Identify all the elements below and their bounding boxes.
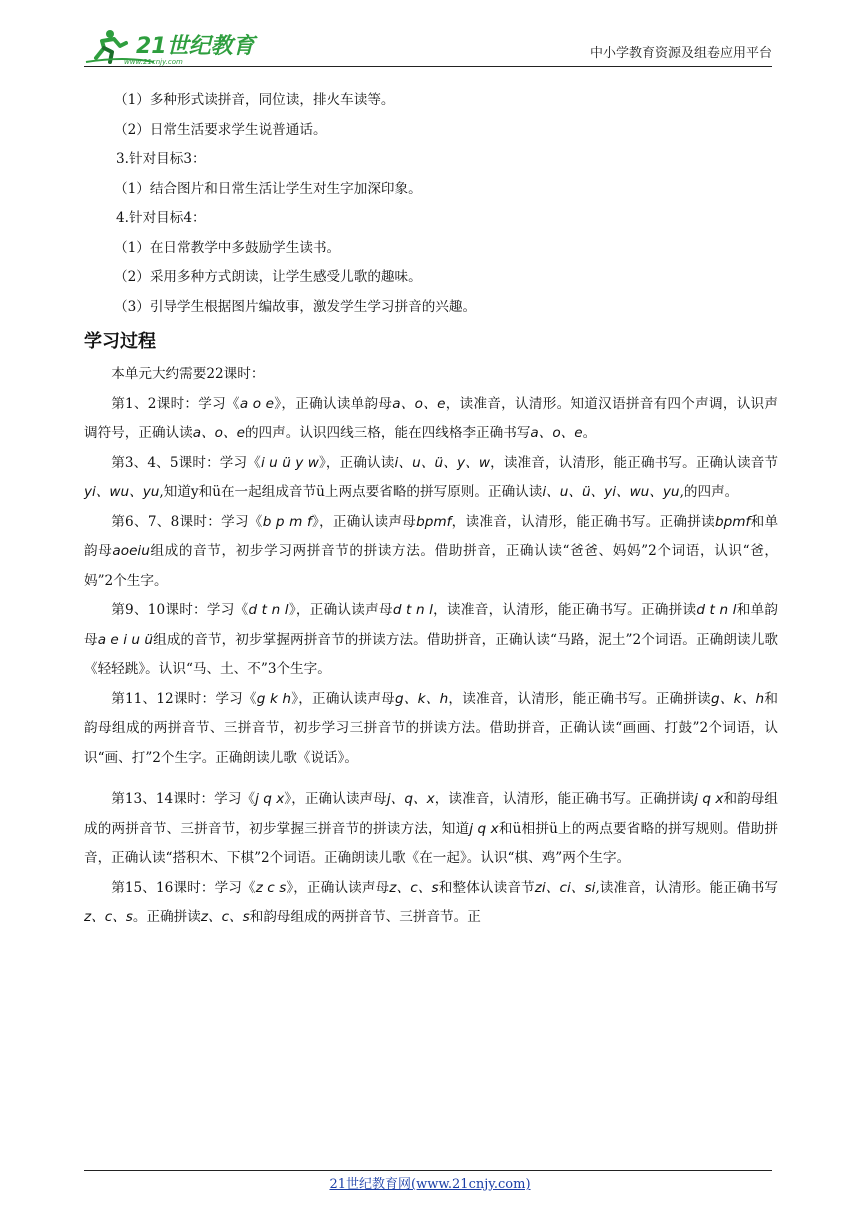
lesson-paragraph-4: 第9、10课时：学习《d t n l》，正确认读声母d t n l，读准音，认清形，能正确书写。正确拼读d t n l和单韵母a e i u ü组成的音节，初步掌握两拼音节的拼读方法。借助拼音，正确认读“马路，泥土”2个词语。正确朗读儿歌《轻轻跳》。认识“马、土、不”3个生字。 [84,602,778,677]
lesson-paragraph-2: 第3、4、5课时：学习《i u ü y w》，正确认读i、u、ü、y、w，读准音，认清形，能正确书写。正确认读音节yi、wu、yu,知道y和ü在一起组成音节ü上两点要省略的拼写原则。正确认读i、u、ü、yi、wu、yu,的四声。 [84,454,778,500]
text-line: （2）采用多种方式朗读，让学生感受儿歌的趣味。 [114,269,422,285]
footer-divider [84,1170,772,1171]
page-footer [0,1173,860,1192]
footer-link[interactable]: 21世纪教育网(www.21cnjy.com) [329,1177,531,1192]
lesson-paragraph-1: 第1、2课时：学习《a o e》，正确认读单韵母a、o、e，读准音，认清形。知道汉语拼音有四个声调，认识声调符号，正确认读a、o、e的四声。认识四线三格，能在四线格李正确书写a、o、e。 [84,395,779,441]
document-body [84,90,778,933]
text-line: 3.针对目标3： [116,151,206,167]
text-line: （1）结合图片和日常生活让学生对生字加深印象。 [114,180,422,197]
lesson-paragraph-7: 第15、16课时：学习《z c s》，正确认读声母z、c、s和整体认读音节zi、ci、si,读准音，认清形。能正确书写z、c、s。正确拼读z、c、s和韵母组成的两拼音节、三拼音节。正 [84,879,778,925]
lesson-paragraph-6: 第13、14课时：学习《j q x》，正确认读声母j、q、x，读准音，认清形，能正确书写。正确拼读j q x和韵母组成的两拼音节、三拼音节，初步掌握三拼音节的拼读方法，知道j q x和ü相拼ü上的两点要省略的拼写规则。借助拼音，正确认读“搭积木、下棋”2个词语。正确朗读儿歌《在一起》。认识“棋、鸡”两个生字。 [84,791,779,866]
text-line: 4.针对目标4： [116,210,206,226]
text-line: （1）多种形式读拼音，同位读，排火车读等。 [114,92,395,108]
svg-text:www.21cnjy.com: www.21cnjy.com [124,58,183,66]
page-header [84,20,772,66]
svg-text:21世纪教育: 21世纪教育 [136,34,255,59]
lesson-paragraph-5: 第11、12课时：学习《g k h》，正确认读声母g、k、h，读准音，认清形，能正确书写。正确拼读g、k、h和韵母组成的两拼音节、三拼音节，初步学习三拼音节的拼读方法。借助拼音，正确认读“画画、打鼓”2个词语，认识“画、打”2个生字。正确朗读儿歌《说话》。 [84,690,778,766]
lesson-paragraph-3: 第6、7、8课时：学习《b p m f》，正确认读声母bpmf，读准音，认清形，能正确书写。正确拼读bpmf和单韵母aoeiu组成的音节，初步学习两拼音节的拼读方法。借助拼音，正确认读“爸爸、妈妈”2个词语，认识“爸，妈”2个生字。 [84,513,779,589]
header-divider [84,66,772,67]
text-line: （3）引导学生根据图片编故事，激发学生学习拼音的兴趣。 [114,298,477,315]
platform-name: 中小学教育资源及组卷应用平台 [589,46,772,61]
text-line: （2）日常生活要求学生说普通话。 [114,121,327,138]
paragraph-gap [84,773,778,785]
site-logo [84,26,264,66]
section-heading: 学习过程 [84,331,156,352]
text-line: （1）在日常教学中多鼓励学生读书。 [114,239,341,256]
section-intro: 本单元大约需要22课时： [111,366,265,382]
